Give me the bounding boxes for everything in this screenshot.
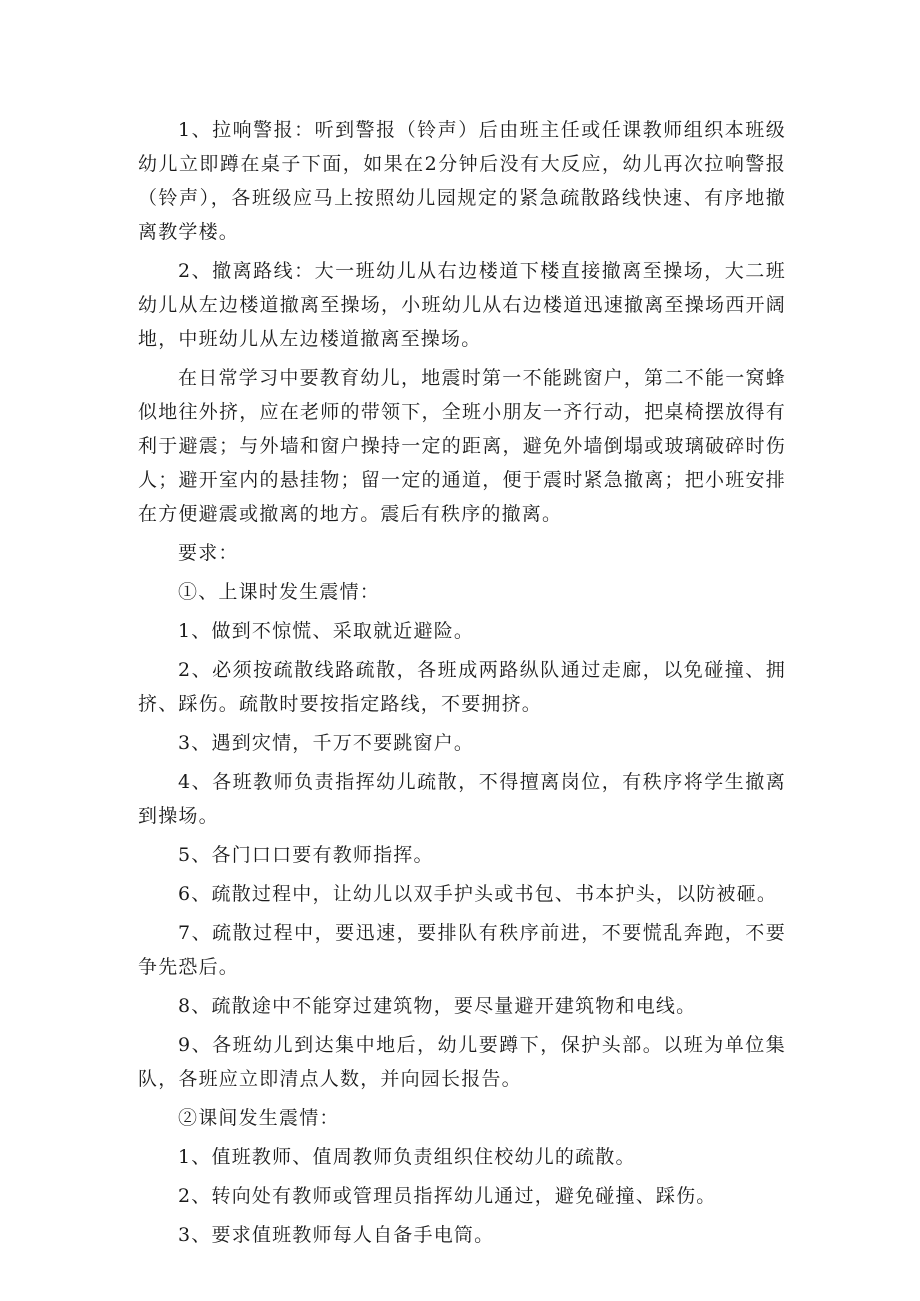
paragraph-during-class-heading: ①、上课时发生震情：	[178, 581, 381, 603]
list-item: 8、疏散途中不能穿过建筑物，要尽量避开建筑物和电线。	[178, 995, 697, 1017]
paragraph-between-class-heading: ②课间发生震情：	[178, 1107, 340, 1129]
list-item: 1、值班教师、值周教师负责组织住校幼儿的疏散。	[178, 1146, 636, 1168]
paragraph-evacuation-route: 2、撤离路线：大一班幼儿从右边楼道下楼直接撤离至操场，大二班幼儿从左边楼道撤离至操场，小班幼儿从右边楼道迅速撤离至操场西开阔地，中班幼儿从左边楼道撤离至操场。	[138, 260, 786, 350]
list-item: 2、转向处有教师或管理员指挥幼儿通过，避免碰撞、踩伤。	[178, 1185, 717, 1207]
document-body	[138, 113, 786, 1257]
list-item: 3、遇到灾情，千万不要跳窗户。	[178, 732, 475, 754]
paragraph-requirements-heading: 要求：	[178, 542, 239, 564]
list-item: 2、必须按疏散线路疏散，各班成两路纵队通过走廊，以免碰撞、拥挤、踩伤。疏散时要按指定路线，不要拥挤。	[138, 659, 786, 715]
paragraph-daily-education: 在日常学习中要教育幼儿，地震时第一不能跳窗户，第二不能一窝蜂似地往外挤，应在老师的带领下，全班小朋友一齐行动，把桌椅摆放得有利于避震；与外墙和窗户操持一定的距离，避免外墙倒塌或玻璃破碎时伤人；避开室内的悬挂物；留一定的通道，便于震时紧急撤离；把小班安排在方便避震或撤离的地方。震后有秩序的撤离。	[138, 367, 786, 525]
paragraph-alarm: 1、拉响警报：听到警报（铃声）后由班主任或任课教师组织本班级幼儿立即蹲在桌子下面，如果在2分钟后没有大反应，幼儿再次拉响警报（铃声），各班级应马上按照幼儿园规定的紧急疏散路线快速、有序地撤离教学楼。	[138, 119, 786, 243]
list-item: 6、疏散过程中，让幼儿以双手护头或书包、书本护头，以防被砸。	[178, 883, 778, 905]
list-item: 3、要求值班教师每人自备手电筒。	[178, 1224, 495, 1246]
list-item: 7、疏散过程中，要迅速，要排队有秩序前进，不要慌乱奔跑，不要争先恐后。	[138, 922, 786, 978]
list-item: 1、做到不惊慌、采取就近避险。	[178, 620, 475, 642]
list-item: 4、各班教师负责指挥幼儿疏散，不得擅离岗位，有秩序将学生撤离到操场。	[138, 771, 786, 827]
list-item: 5、各门口口要有教师指挥。	[178, 844, 434, 866]
list-item: 9、各班幼儿到达集中地后，幼儿要蹲下，保护头部。以班为单位集队，各班应立即清点人数，并向园长报告。	[138, 1034, 786, 1090]
